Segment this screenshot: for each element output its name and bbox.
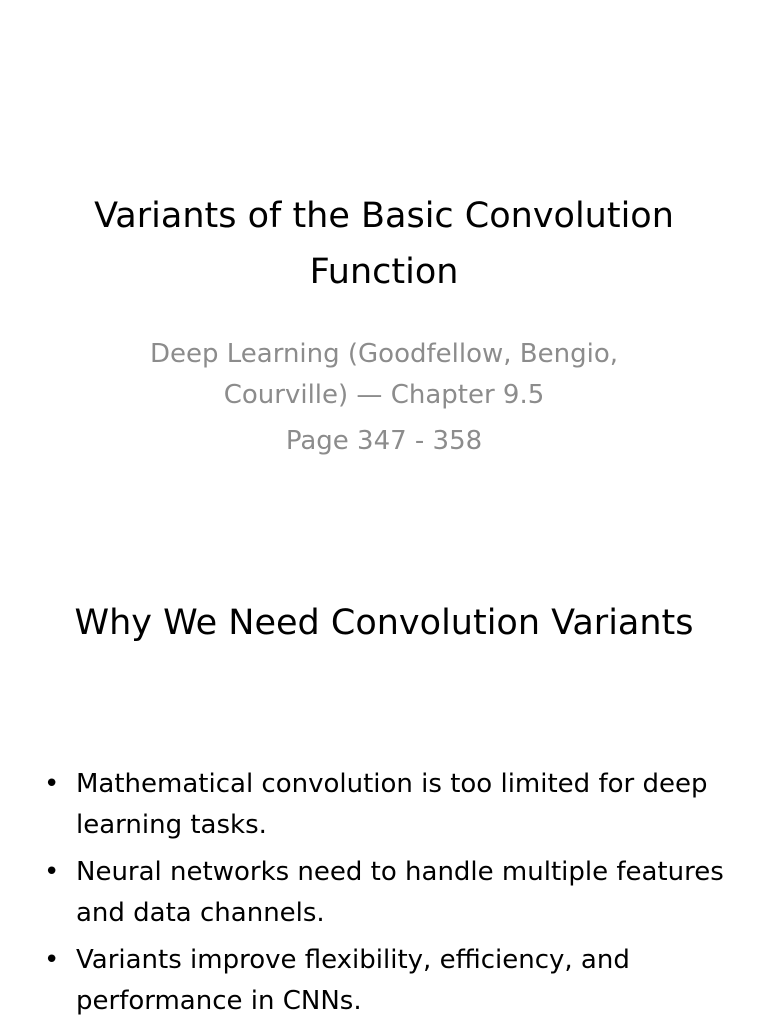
bullet-item — [44, 852, 734, 934]
content-slide — [0, 576, 768, 1024]
bullet-item — [44, 940, 734, 1022]
slide-subtitle — [100, 334, 668, 462]
slide-title: Variants of the Basic Convolution Function — [94, 196, 674, 292]
slide-title: Why We Need Convolution Variants — [74, 603, 694, 643]
bullet-text: Neural networks need to handle multiple features and data channels. — [76, 857, 724, 928]
bullet-item — [44, 764, 734, 846]
bullet-icon: • — [44, 857, 60, 887]
bullet-text: Variants improve flexibility, efficiency, and performance in CNNs. — [76, 945, 630, 1016]
bullet-icon: • — [44, 769, 60, 799]
bullet-text: Mathematical convolution is too limited for deep learning tasks. — [76, 769, 708, 840]
bullet-list — [44, 764, 734, 1028]
subtitle-page-range: Page 347 - 358 — [285, 426, 483, 456]
subtitle-book-reference: Deep Learning (Goodfellow, Bengio, Courville) — Chapter 9.5 — [149, 339, 619, 410]
bullet-icon: • — [44, 945, 60, 975]
